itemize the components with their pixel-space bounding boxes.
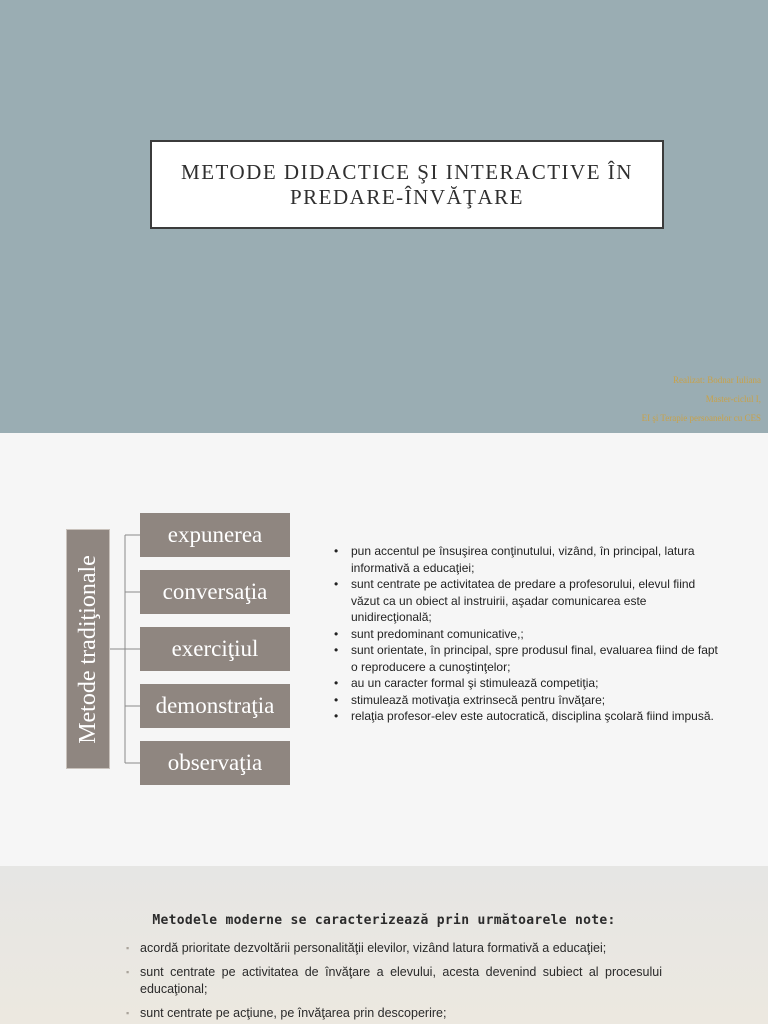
traditional-characteristics-list [334, 543, 724, 725]
list-item: • relaţia profesor-elev este autocratică, disciplina şcolară fiind impusă. [334, 708, 724, 725]
list-item: • sunt centrate pe activitatea de predare a profesorului, elevul fiind văzut ca un obiect al instruirii, aşadar comunicarea este unidirecţională; [334, 576, 724, 626]
method-label: observaţia [167, 750, 263, 775]
list-item: • au un caracter formal şi stimulează competiţia; [334, 675, 724, 692]
hierarchy-connectors [110, 513, 142, 793]
list-item: • sunt predominant comunicative,; [334, 626, 724, 643]
method-label: demonstraţia [155, 693, 275, 718]
list-item: ▪ sunt centrate pe activitatea de învăţare a elevului, acesta devenind subiect al procesului educaţional; [126, 964, 662, 998]
title-box [150, 140, 664, 229]
program-name: EI şi Terapie persoanelor cu CES [641, 413, 761, 423]
list-item: ▪ acordă prioritate dezvoltării personalităţii elevilor, vizând latura formativă a educaţiei; [126, 940, 662, 957]
list-item: ▪ sunt centrate pe acţiune, pe învăţarea prin descoperire; [126, 1005, 662, 1022]
category-label-box [66, 529, 110, 769]
method-label: conversaţia [162, 579, 268, 604]
traditional-methods-slide [0, 433, 768, 866]
program-cycle: Master-ciclul I, [705, 394, 761, 404]
modern-methods-slide [0, 866, 768, 1024]
modern-characteristics-list [126, 940, 662, 1029]
slide-heading: Metodele moderne se caracterizează prin următoarele note: [152, 913, 616, 928]
author-credits [642, 374, 761, 431]
list-item: • stimulează motivaţia extrinsecă pentru învăţare; [334, 692, 724, 709]
title-slide [0, 0, 768, 433]
method-box-conversatia [140, 570, 290, 614]
method-label: exerciţiul [171, 636, 259, 661]
list-item: • sunt orientate, în principal, spre produsul final, evaluarea fiind de fapt o reproducere a cunoştinţelor; [334, 642, 724, 675]
title-line-2: PREDARE-ÎNVĂŢARE [290, 184, 524, 209]
author-name: Realizat: Bodnar Iuliana [673, 375, 761, 385]
method-box-observatia [140, 741, 290, 785]
category-label: Metode tradiţionale [74, 554, 101, 744]
method-box-exercitiul [140, 627, 290, 671]
title-line-1: METODE DIDACTICE ŞI INTERACTIVE ÎN [181, 159, 633, 184]
method-box-expunerea [140, 513, 290, 557]
method-label: expunerea [167, 522, 263, 547]
list-item: • pun accentul pe însuşirea conţinutului, vizând, în principal, latura informativă a educaţiei; [334, 543, 724, 576]
method-box-demonstratia [140, 684, 290, 728]
